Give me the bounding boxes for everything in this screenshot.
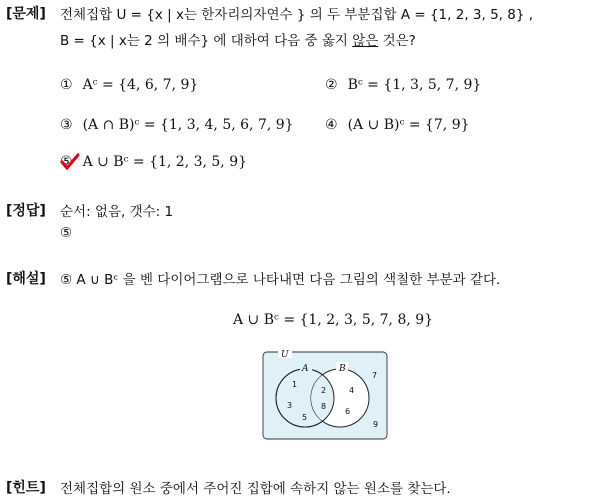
answer-tag: [정답] bbox=[6, 203, 46, 219]
problem-line-2-before: B = {x | x는 2 의 배수} 에 대하여 다음 중 옳지 bbox=[60, 33, 353, 49]
element-8: 8 bbox=[321, 402, 327, 411]
underlined-word: 않은 bbox=[352, 33, 379, 49]
problem-line-2-after: 것은? bbox=[378, 33, 416, 49]
element-7: 7 bbox=[372, 371, 378, 380]
problem-line-2 bbox=[60, 29, 416, 49]
element-2: 2 bbox=[321, 386, 327, 395]
explanation-text: ⑤ A ∪ Bᶜ 을 벤 다이어그램으로 나타내면 다음 그림의 색칠한 부분과 같다. bbox=[60, 272, 501, 288]
choice-2[interactable] bbox=[325, 77, 481, 93]
element-5: 5 bbox=[302, 413, 308, 422]
answer-line-1: 순서: 없음, 갯수: 1 bbox=[60, 204, 174, 220]
choice-5[interactable] bbox=[60, 154, 247, 170]
choice-3-text: (A ∩ B)ᶜ = {1, 3, 4, 5, 6, 7, 9} bbox=[82, 117, 294, 133]
universe-label: U bbox=[281, 350, 289, 360]
choice-2-number: ② bbox=[325, 77, 338, 93]
element-3: 3 bbox=[287, 401, 293, 410]
choice-4[interactable] bbox=[325, 117, 470, 133]
checkmark-icon bbox=[60, 153, 80, 171]
problem-tag: [문제] bbox=[6, 6, 46, 22]
choice-2-text: Bᶜ = {1, 3, 5, 7, 9} bbox=[347, 77, 482, 93]
venn-diagram bbox=[262, 347, 390, 443]
element-1: 1 bbox=[292, 380, 298, 389]
set-a-label: A bbox=[302, 364, 309, 374]
explanation-tag: [해설] bbox=[6, 271, 46, 287]
choice-5-text: A ∪ Bᶜ = {1, 2, 3, 5, 9} bbox=[82, 154, 248, 170]
choice-3[interactable] bbox=[60, 117, 294, 133]
hint-text: 전체집합의 원소 중에서 주어진 집합에 속하지 않는 원소를 찾는다. bbox=[60, 481, 451, 497]
element-4: 4 bbox=[349, 386, 355, 395]
explanation-formula: A ∪ Bᶜ = {1, 2, 3, 5, 7, 8, 9} bbox=[233, 312, 434, 328]
choice-3-number: ③ bbox=[60, 117, 73, 133]
choice-4-number: ④ bbox=[325, 117, 338, 133]
element-6: 6 bbox=[345, 407, 351, 416]
element-9: 9 bbox=[373, 420, 379, 429]
hint-tag: [힌트] bbox=[6, 480, 46, 496]
problem-line-1: 전체집합 U = {x | x는 한자리의자연수 } 의 두 부분집합 A = {1, 2, 3, 5, 8} , bbox=[60, 7, 534, 23]
choice-4-text: (A ∪ B)ᶜ = {7, 9} bbox=[347, 117, 470, 133]
set-b-label: B bbox=[339, 364, 346, 374]
choice-1[interactable] bbox=[60, 77, 198, 93]
choice-1-text: Aᶜ = {4, 6, 7, 9} bbox=[82, 77, 199, 93]
choice-5-number: ⑤ bbox=[60, 154, 73, 170]
choice-1-number: ① bbox=[60, 77, 73, 93]
answer-line-2: ⑤ bbox=[60, 225, 73, 241]
